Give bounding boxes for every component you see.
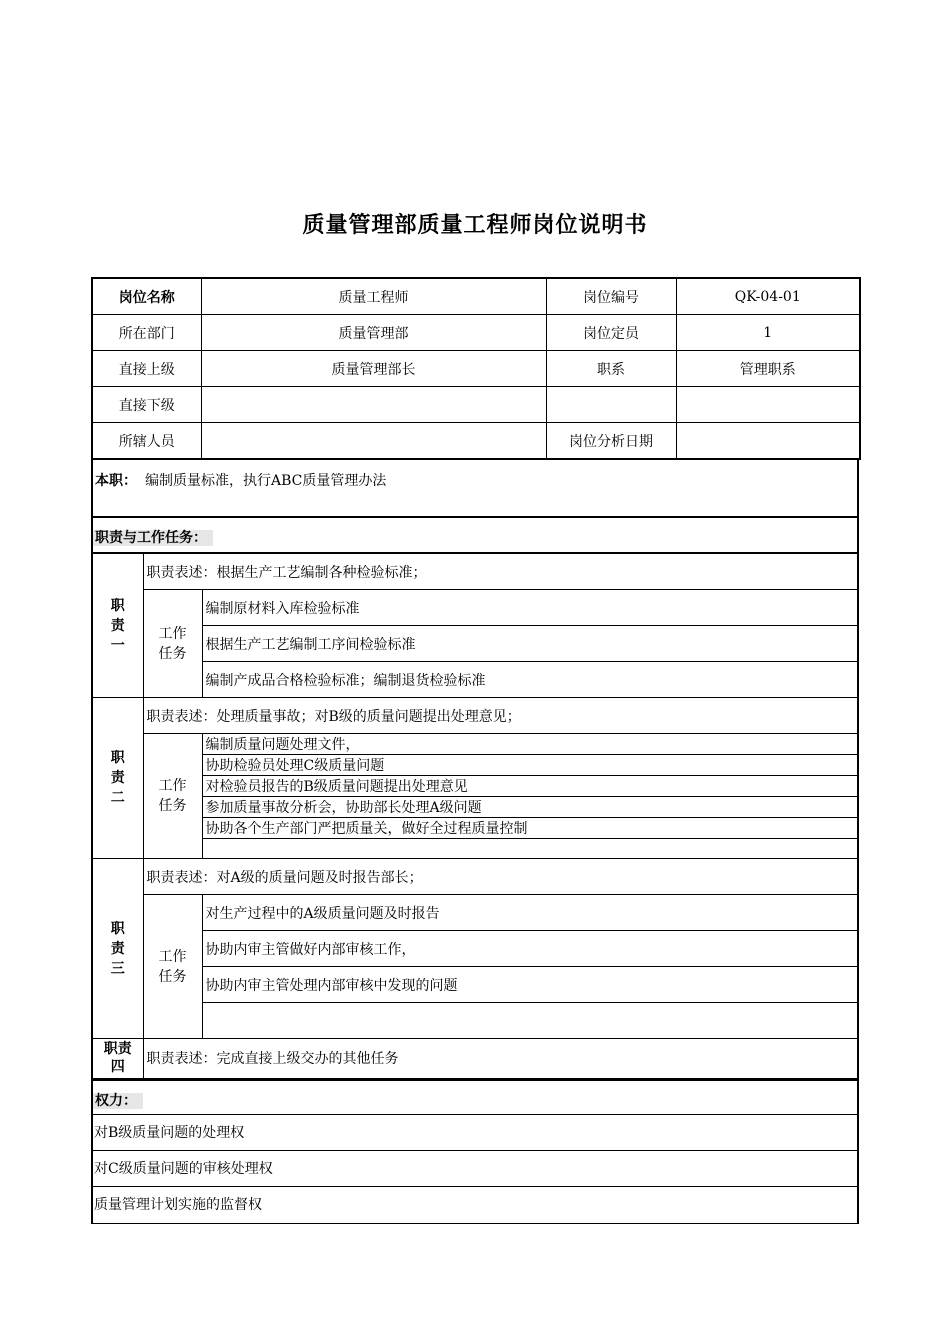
task-label: 工作任务: [143, 590, 202, 698]
label-direct-subordinate: 直接下级: [92, 387, 201, 423]
info-row: [92, 351, 860, 387]
task-item: 协助内审主管处理内部审核中发现的问题: [202, 967, 857, 1003]
responsibilities-table: [93, 553, 858, 1078]
task-row: [93, 1003, 857, 1039]
responsibility-row: [93, 554, 857, 590]
authority-item: 对B级质量问题的处理权: [93, 1115, 857, 1151]
label-staff-managed: 所辖人员: [92, 423, 201, 460]
value-department: 质量管理部: [201, 315, 546, 351]
task-row: [93, 967, 857, 1003]
info-row: [92, 387, 860, 423]
task-item: 根据生产工艺编制工序间检验标准: [202, 626, 857, 662]
authority-section: [91, 1079, 859, 1224]
task-item: 协助检验员处理C级质量问题: [202, 755, 857, 776]
duty-summary-label: 本职：: [95, 473, 137, 489]
value-position-name: 质量工程师: [201, 278, 546, 315]
label-headcount: 岗位定员: [546, 315, 676, 351]
task-row: [93, 776, 857, 797]
task-row: [93, 797, 857, 818]
responsibility-row: [93, 698, 857, 734]
task-item: 对生产过程中的A级质量问题及时报告: [202, 895, 857, 931]
responsibility-3-statement: 职责表述：对A级的质量问题及时报告部长；: [143, 859, 857, 895]
info-row: [92, 423, 860, 460]
value-headcount: 1: [676, 315, 860, 351]
task-row: [93, 734, 857, 755]
authority-item: 质量管理计划实施的监督权: [94, 1197, 262, 1213]
task-row: [93, 626, 857, 662]
label-direct-superior: 直接上级: [92, 351, 201, 387]
value-staff-managed: [201, 423, 546, 460]
empty-cell: [676, 387, 860, 423]
info-row: [92, 315, 860, 351]
task-item: 参加质量事故分析会，协助部长处理A级问题: [202, 797, 857, 818]
responsibility-1-label: 职责一: [93, 554, 143, 698]
task-label: 工作任务: [143, 895, 202, 1039]
task-item: [202, 1003, 857, 1039]
value-direct-superior: 质量管理部长: [201, 351, 546, 387]
responsibilities-section: [91, 518, 859, 1080]
responsibility-1-statement: 职责表述：根据生产工艺编制各种检验标准；: [143, 554, 857, 590]
task-item: 编制产成品合格检验标准；编制退货检验标准: [202, 662, 857, 698]
label-position-code: 岗位编号: [546, 278, 676, 315]
task-row: [93, 931, 857, 967]
task-row: [93, 662, 857, 698]
label-department: 所在部门: [92, 315, 201, 351]
responsibility-row: [93, 859, 857, 895]
task-item: 编制原材料入库检验标准: [202, 590, 857, 626]
responsibility-4-label: 职责四: [93, 1039, 143, 1078]
task-row: [93, 818, 857, 839]
info-row: [92, 278, 860, 315]
label-position-name: 岗位名称: [92, 278, 201, 315]
responsibility-4-statement: 职责表述：完成直接上级交办的其他任务: [143, 1039, 857, 1078]
task-row: [93, 590, 857, 626]
value-job-family: 管理职系: [676, 351, 860, 387]
value-direct-subordinate: [201, 387, 546, 423]
responsibility-2-statement: 职责表述：处理质量事故；对B级的质量问题提出处理意见；: [143, 698, 857, 734]
task-item: 协助内审主管做好内部审核工作，: [202, 931, 857, 967]
responsibility-row: [93, 1039, 857, 1078]
task-row: [93, 755, 857, 776]
position-info-table: [91, 277, 861, 460]
authority-heading: 权力：: [93, 1093, 143, 1109]
task-row: [93, 839, 857, 859]
task-item: [202, 839, 857, 859]
duty-summary-box: [91, 458, 859, 518]
value-position-code: QK-04-01: [676, 278, 860, 315]
label-analysis-date: 岗位分析日期: [546, 423, 676, 460]
label-job-family: 职系: [546, 351, 676, 387]
task-item: 编制质量问题处理文件，: [202, 734, 857, 755]
task-label: 工作任务: [143, 734, 202, 859]
responsibility-3-label: 职责三: [93, 859, 143, 1039]
task-item: 协助各个生产部门严把质量关，做好全过程质量控制: [202, 818, 857, 839]
document-title: 质量管理部质量工程师岗位说明书: [302, 213, 648, 238]
empty-cell: [546, 387, 676, 423]
task-item: 对检验员报告的B级质量问题提出处理意见: [202, 776, 857, 797]
responsibility-2-label: 职责二: [93, 698, 143, 859]
task-row: [93, 895, 857, 931]
authority-item: 对C级质量问题的审核处理权: [93, 1151, 857, 1187]
responsibilities-heading: 职责与工作任务：: [93, 530, 213, 546]
duty-summary-text: 编制质量标准，执行ABC质量管理办法: [145, 473, 387, 489]
value-analysis-date: [676, 423, 860, 460]
